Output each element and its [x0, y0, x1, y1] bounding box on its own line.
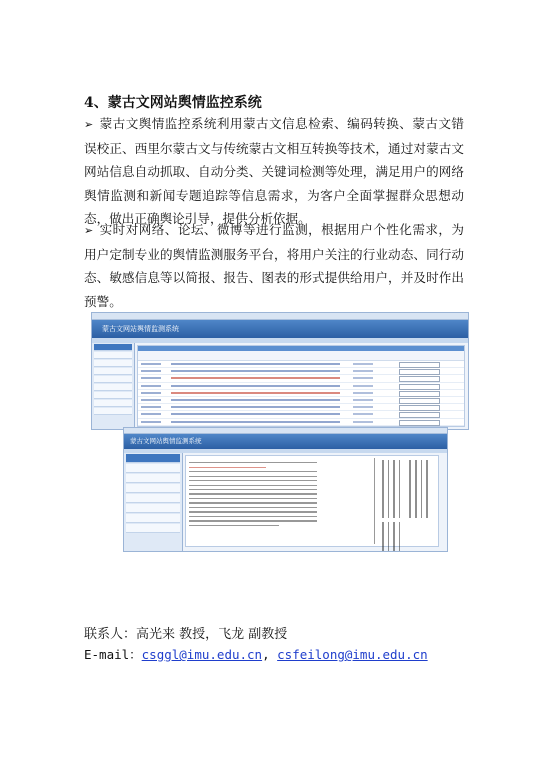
cyrillic-article-text: [189, 459, 317, 529]
browser-toolbar: [92, 313, 468, 320]
sidebar-item: [94, 400, 132, 407]
paragraph-1-text: 蒙古文舆情监控系统利用蒙古文信息检索、编码转换、蒙古文错误校正、西里尔蒙古文与传统蒙古文相互转换等技术，通过对蒙古文网站信息自动抓取、自动分类、关键词检测等处理，满足用户的网络舆情监测和新闻专题追踪等信息需求，为客户全面掌握群众思想动态，做出正确舆论引导，提供分析依据。: [84, 116, 464, 227]
sidebar-header: [126, 454, 180, 463]
table-row: [138, 419, 464, 426]
sidebar-item: [94, 368, 132, 375]
nav-bar: [92, 338, 468, 343]
sidebar-item: [94, 392, 132, 399]
sidebar-item: [94, 360, 132, 367]
table-row: [138, 397, 464, 404]
sidebar-item: [126, 494, 180, 503]
email-link-2[interactable]: csfeilong@imu.edu.cn: [277, 647, 428, 662]
result-table: [137, 345, 465, 427]
sidebar-item: [126, 524, 180, 533]
table-row: [138, 383, 464, 390]
app-banner: 蒙古文网站舆情监测系统: [124, 434, 447, 449]
sidebar-item: [126, 474, 180, 483]
table-row: [138, 361, 464, 368]
bullet-icon: ➢: [84, 118, 94, 131]
sidebar-item: [94, 384, 132, 391]
sidebar: [124, 453, 183, 551]
screenshot-detail-view: [123, 427, 448, 552]
table-row: [138, 368, 464, 375]
email-separator: ,: [262, 647, 278, 662]
sidebar-item: [126, 514, 180, 523]
table-row: [138, 375, 464, 382]
paragraph-2: [84, 218, 464, 313]
bullet-icon: ➢: [84, 224, 94, 237]
article-panel: [185, 455, 439, 547]
paragraph-2-text: 实时对网络、论坛、微博等进行监测，根据用户个性化需求，为用户定制专业的舆情监测服务平台，将用户关注的行业动态、同行动态、敏感信息等以简报、报告、图表的形式提供给用户，并及时作出预警。: [84, 222, 464, 309]
email-link-1[interactable]: csggl@imu.edu.cn: [141, 647, 263, 662]
contact-line: 联系人：高光来 教授，飞龙 副教授: [84, 627, 288, 642]
paragraph-1: [84, 112, 464, 231]
sidebar-header: [94, 344, 132, 351]
section-title: 4、蒙古文网站舆情监控系统: [84, 95, 262, 111]
sidebar-item: [126, 464, 180, 473]
sidebar-item: [94, 352, 132, 359]
sidebar-item: [94, 376, 132, 383]
sidebar-item: [126, 484, 180, 493]
sidebar-item: [94, 408, 132, 415]
column-divider: [374, 458, 375, 544]
sidebar: [92, 343, 135, 429]
traditional-mongolian-text: [382, 460, 432, 520]
filter-bar: [138, 351, 464, 361]
table-row: [138, 411, 464, 418]
table-row: [138, 390, 464, 397]
screenshot-list-view: [91, 312, 469, 430]
table-row: [138, 404, 464, 411]
email-label: E-mail：: [84, 647, 142, 662]
email-line: [84, 645, 428, 663]
sidebar-item: [126, 504, 180, 513]
app-banner: 蒙古文网站舆情监测系统: [92, 320, 468, 338]
